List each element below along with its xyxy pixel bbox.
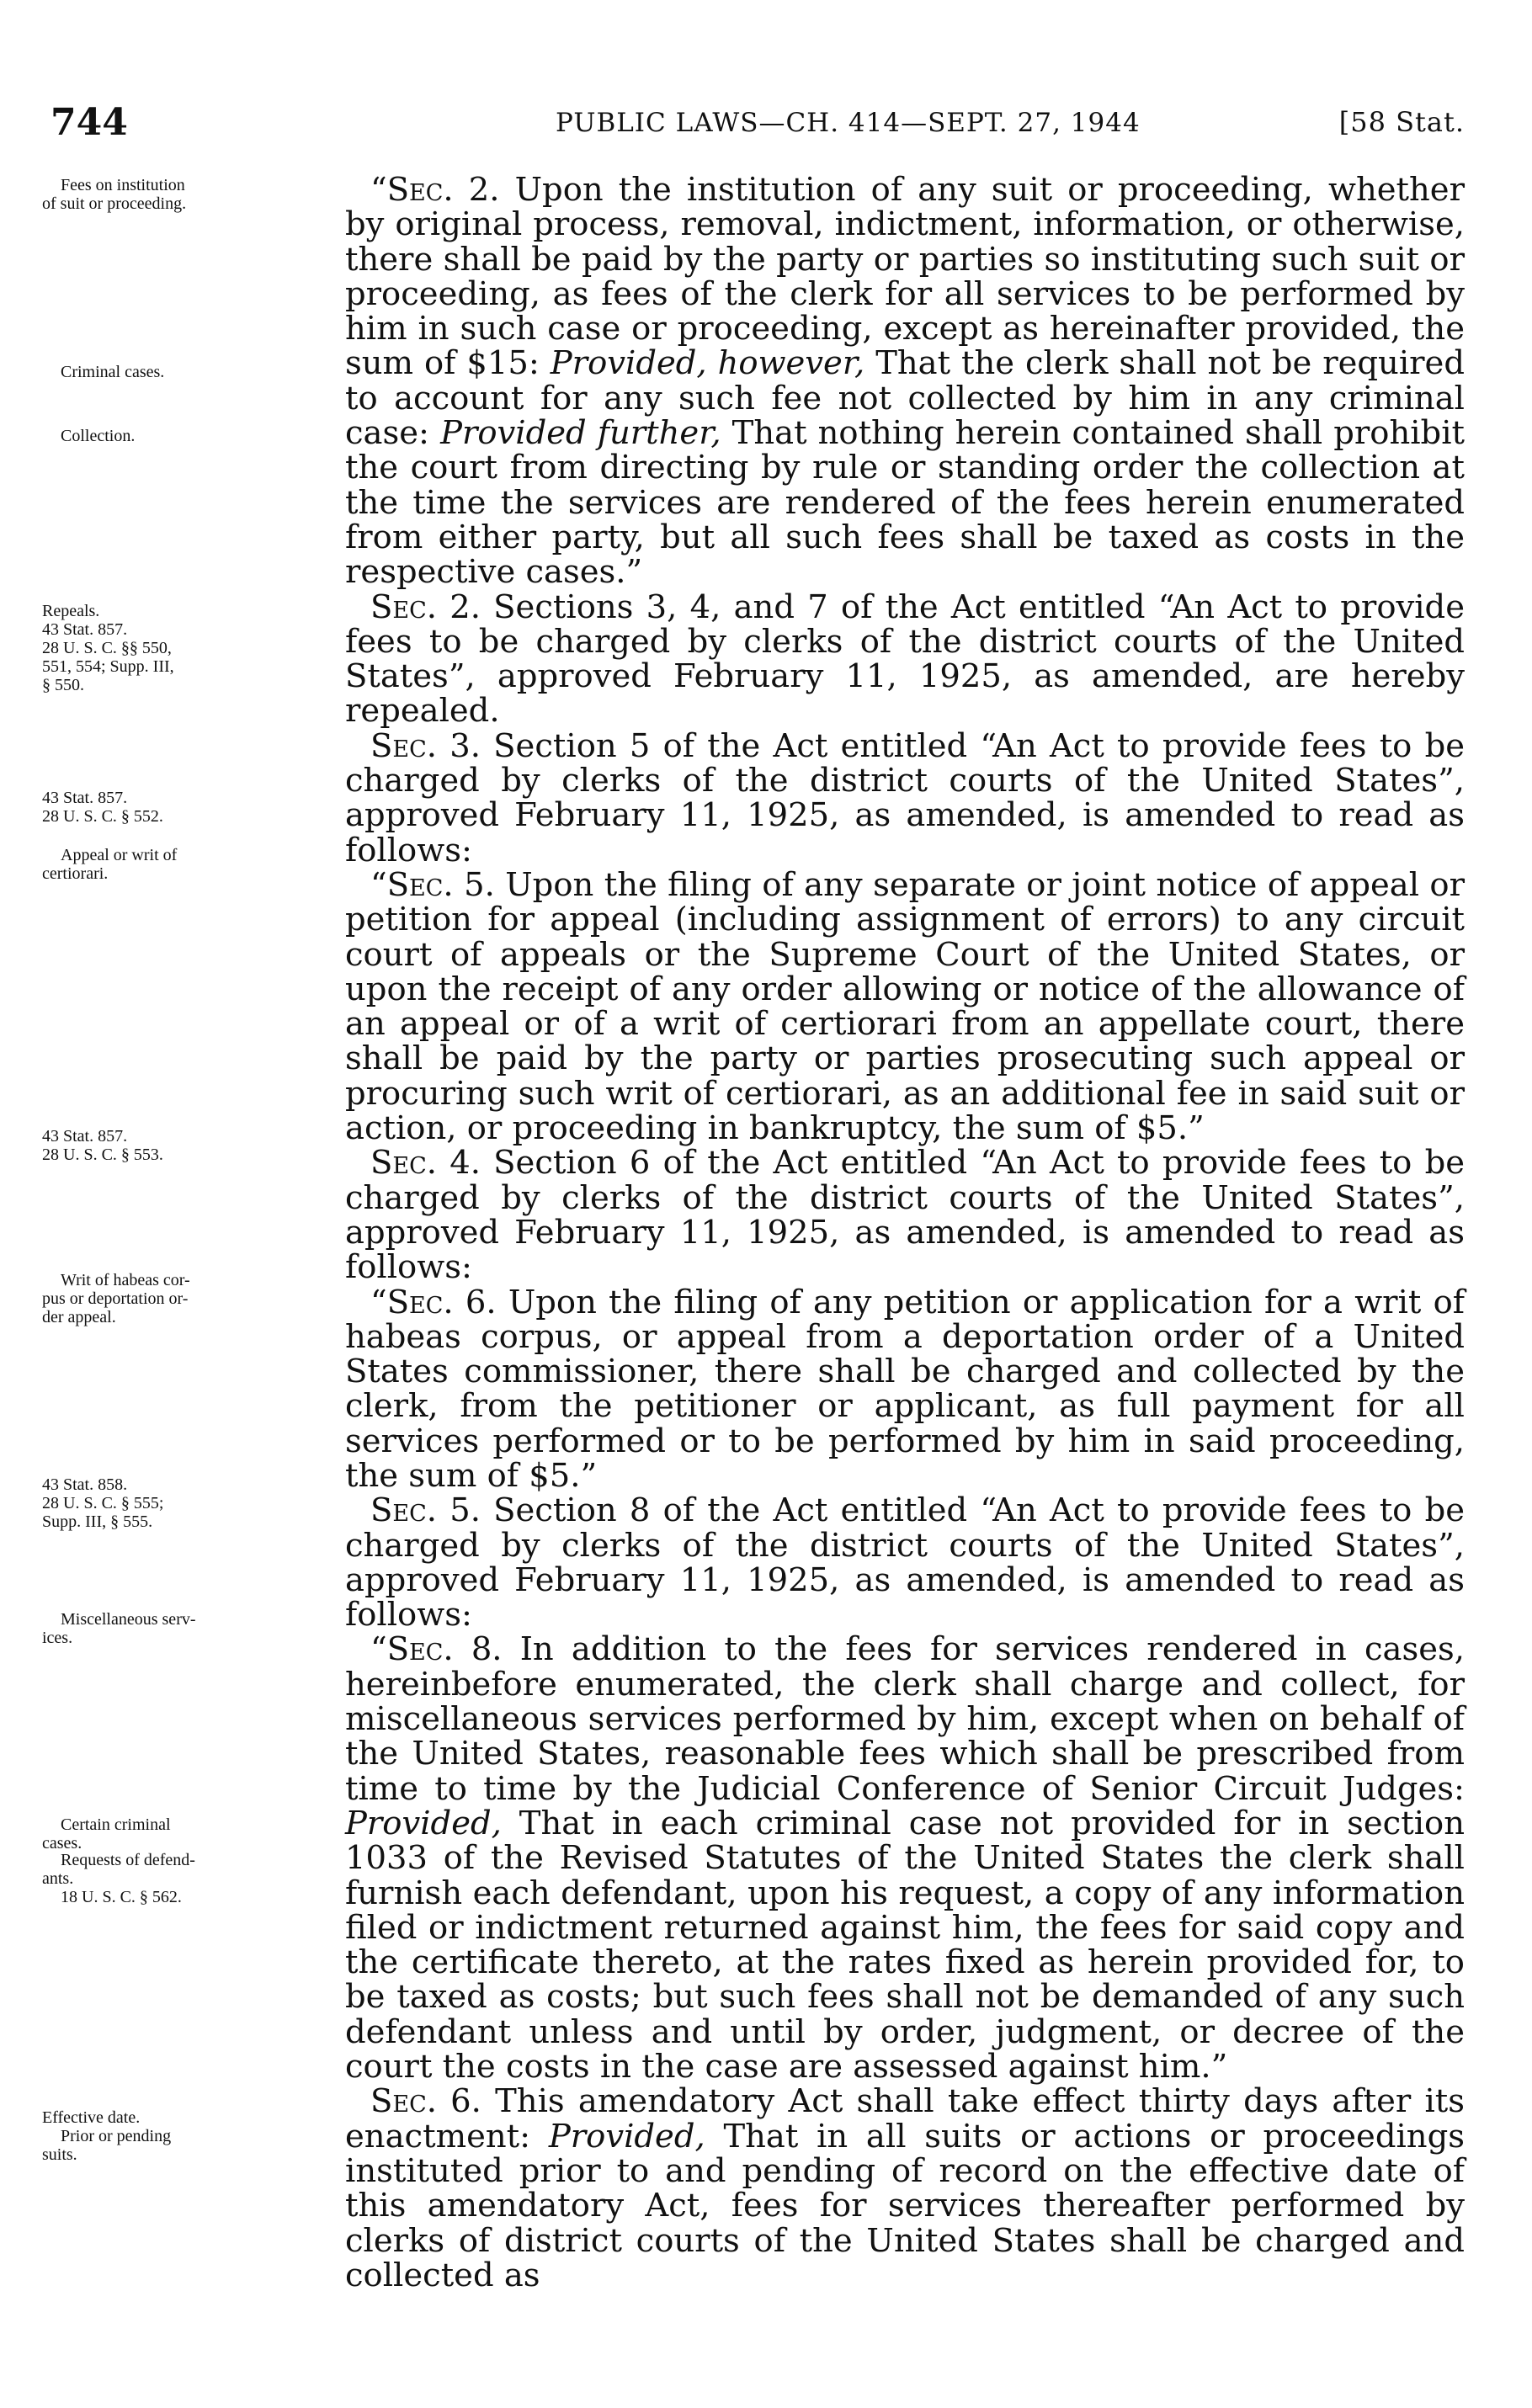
margin-note: 43 Stat. 858. 28 U. S. C. § 555; Supp. III, § 555. (42, 1475, 164, 1531)
margin-note: Collection. (61, 427, 136, 445)
margin-note: 43 Stat. 857. 28 U. S. C. § 552. (42, 789, 163, 826)
margin-note: Certain criminal cases. (42, 1815, 171, 1853)
statute-body (345, 173, 1465, 2293)
volume-reference: [58 Stat. (1338, 106, 1465, 138)
amended-section-8: “Sec. 8. In addition to the fees for services rendered in cases, hereinbefore enumerated, the clerk shall charge and collect, for miscellaneous services performed by him, except when on behalf of the United States, reasonable fees which shall be prescribed from time to time by the Judicial Conference of Senior Circuit Judges: Provided, That in each criminal case not provided for in section 1033 of the Revised Statutes of the United States the clerk shall furnish each defendant, upon his request, a copy of any information filed or indictment returned against him, the fees for said copy and the certificate thereto, at the rates fixed as herein provided for, to be taxed as costs; but such fees shall not be demanded of any such defendant unless and until by order, judgment, or decree of the court the costs in the case are assessed against him.” (345, 1630, 1465, 2086)
page-header (51, 101, 1465, 151)
margin-note: 43 Stat. 857. 28 U. S. C. § 553. (42, 1127, 163, 1164)
margin-note: Miscellaneous serv- ices. (42, 1610, 196, 1647)
page-number: 744 (51, 101, 128, 144)
margin-note: Fees on institution of suit or proceeding. (42, 176, 187, 213)
section-4: Sec. 4. Section 6 of the Act entitled “An Act to provide fees to be charged by clerks of the district courts of the United States”, approved February 11, 1925, as amended, is amended to read as follows: (345, 1144, 1465, 1287)
section-5: Sec. 5. Section 8 of the Act entitled “An Act to provide fees to be charged by clerks of the district courts of the United States”, approved February 11, 1925, as amended, is amended to read as follows: (345, 1491, 1465, 1635)
amended-section-6: “Sec. 6. Upon the filing of any petition or application for a writ of habeas corpus, or appeal from a deportation order of a United States commissioner, there shall be charged and collected by the clerk, from the petitioner or applicant, as full payment for all services performed or to be performed by him in said proceeding, the sum of $5.” (345, 1283, 1466, 1495)
margin-note: Effective date. Prior or pending suits. (42, 2108, 172, 2164)
section-6-effective-date: Sec. 6. This amendatory Act shall take effect thirty days after its enactment: Provided, That in all suits or actions or proceedings instituted prior to and pending of record on the effective date of this amendatory Act, fees for services thereafter performed by clerks of district courts of the United States shall be charged and collected as (345, 2082, 1465, 2294)
running-title: PUBLIC LAWS—CH. 414—SEPT. 27, 1944 (556, 108, 1141, 138)
margin-note: Appeal or writ of certiorari. (42, 846, 178, 883)
amended-section-5: “Sec. 5. Upon the filing of any separate or joint notice of appeal or petition for appeal (including assignment of errors) to any circuit court of appeals or the Supreme Court of the United States, or upon the receipt of any order allowing or notice of the allowance of an appeal or of a writ of certiorari from an appellate court, there shall be paid by the party or parties prosecuting such appeal or procuring such writ of certiorari, as an additional fee in said suit or action, or proceeding in bankruptcy, the sum of $5.” (345, 865, 1466, 1148)
margin-note: Writ of habeas cor- pus or deportation or- der appeal. (42, 1271, 190, 1326)
margin-note: Repeals. 43 Stat. 857. 28 U. S. C. §§ 550, 551, 554; Supp. III, § 550. (42, 602, 174, 694)
section-2-repeals: Sec. 2. Sections 3, 4, and 7 of the Act entitled “An Act to provide fees to be charged by clerks of the district courts of the United States”, approved February 11, 1925, as amended, are hereby repealed. (345, 587, 1465, 731)
margin-note: Requests of defend- ants. 18 U. S. C. § 562. (42, 1851, 195, 1906)
margin-notes (42, 173, 320, 2361)
amended-section-2: “Sec. 2. Upon the institution of any suit or proceeding, whether by original process, removal, indictment, information, or otherwise, there shall be paid by the party or parties so instituting such suit or proceeding, as fees of the clerk for all services to be performed by him in such case or proceeding, except as hereinafter provided, the sum of $15: Provided, however, That the clerk shall not be required to account for any such fee not collected by him in any criminal case: Provided further, That nothing herein contained shall prohibit the court from directing by rule or standing order the collection at the time the services are rendered of the fees herein enumerated from either party, but all such fees shall be taxed as costs in the respective cases.” (345, 171, 1465, 592)
margin-note: Criminal cases. (61, 363, 165, 381)
section-3: Sec. 3. Section 5 of the Act entitled “An Act to provide fees to be charged by clerks of the district courts of the United States”, approved February 11, 1925, as amended, is amended to read as follows: (345, 726, 1465, 869)
